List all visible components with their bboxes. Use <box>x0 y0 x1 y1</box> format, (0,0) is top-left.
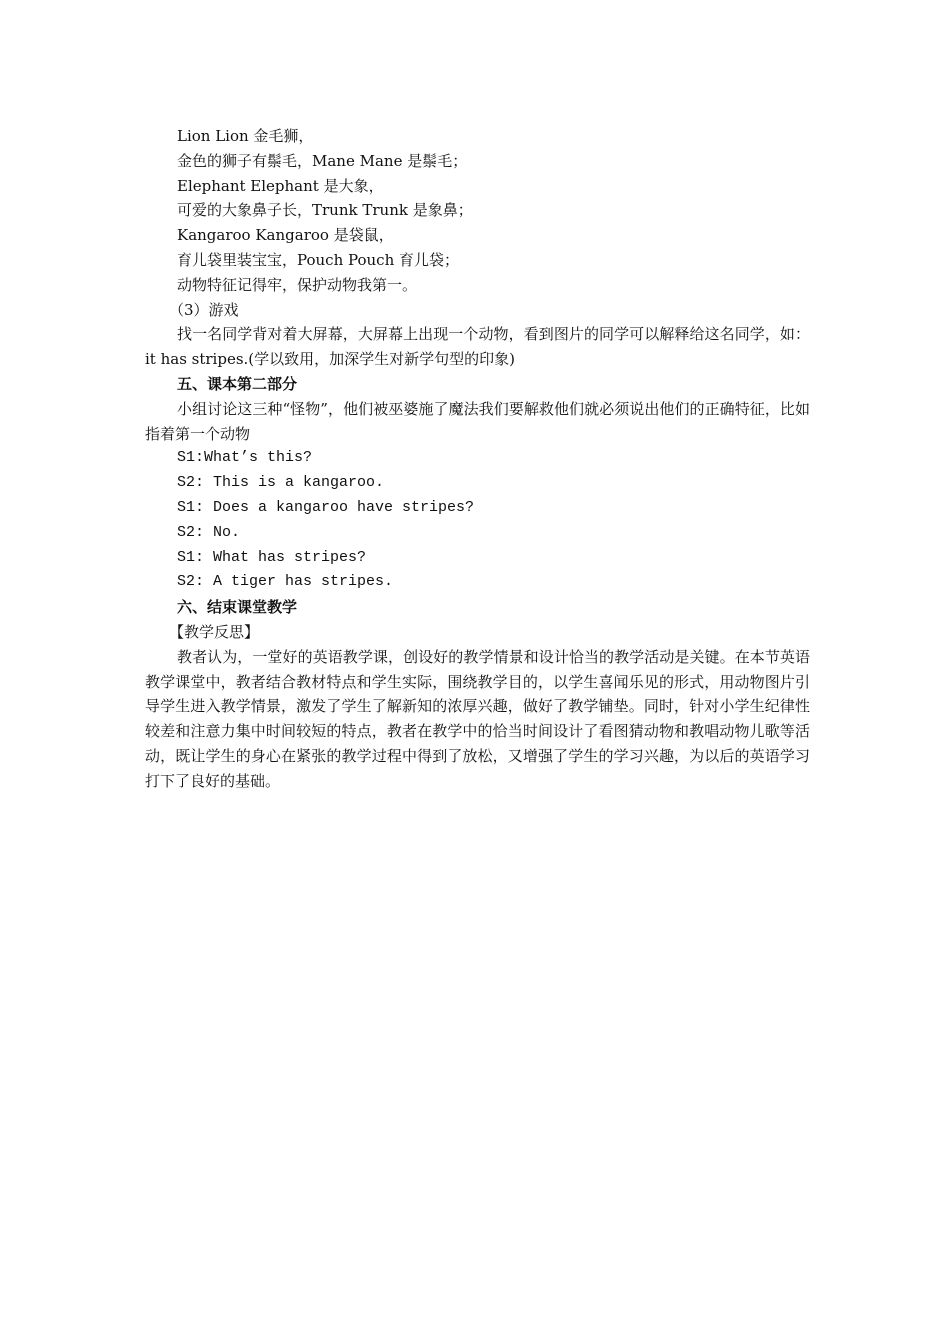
rhyme-line: 动物特征记得牢，保护动物我第一。 <box>177 275 418 294</box>
dialogue-line: S2: No. <box>177 523 241 541</box>
section-heading: 五、课本第二部分 <box>177 374 298 393</box>
rhyme-line: 育儿袋里装宝宝，Pouch Pouch 育儿袋； <box>177 250 460 269</box>
dialogue-line: S1: What has stripes? <box>177 548 367 566</box>
rhyme-line: Kangaroo Kangaroo 是袋鼠， <box>177 226 394 245</box>
rhyme-line: Elephant Elephant 是大象， <box>177 176 384 195</box>
rhyme-line: 可爱的大象鼻子长，Trunk Trunk 是象鼻； <box>177 201 473 220</box>
document-page <box>145 124 810 794</box>
reflection-heading: 【教学反思】 <box>169 622 260 641</box>
dialogue-line: S1:What’s this? <box>177 449 313 467</box>
dialogue-line: S2: This is a kangaroo. <box>177 474 385 492</box>
game-title: （3）游戏 <box>169 300 239 319</box>
reflection-paragraph: 教者认为，一堂好的英语教学课，创设好的教学情景和设计恰当的教学活动是关键。在本节英语教学课堂中，教者结合教材特点和学生实际，围绕教学目的，以学生喜闻乐见的形式，用动物图片引导学生进入教学情景，激发了学生了解新知的浓厚兴趣，做好了教学铺垫。同时，针对小学生纪律性较差和注意力集中时间较短的特点，教者在教学中的恰当时间设计了看图猜动物和教唱动物儿歌等活动，既让学生的身心在紧张的教学过程中得到了放松，又增强了学生的学习兴趣，为以后的英语学习打下了良好的基础。 <box>145 647 810 790</box>
section5-paragraph: 小组讨论这三种“怪物”，他们被巫婆施了魔法我们要解救他们就必须说出他们的正确特征，比如指着第一个动物 <box>145 399 810 443</box>
rhyme-line: Lion Lion 金毛狮， <box>177 127 314 145</box>
game-paragraph: 找一名同学背对着大屏幕，大屏幕上出现一个动物，看到图片的同学可以解释给这名同学，如：it has stripes.(学以致用，加深学生对新学句型的印象) <box>145 325 810 369</box>
section-heading: 六、结束课堂教学 <box>177 598 298 617</box>
rhyme-line: 金色的狮子有鬃毛，Mane Mane 是鬃毛； <box>177 151 468 170</box>
dialogue-line: S1: Does a kangaroo have stripes? <box>177 498 475 516</box>
dialogue-line: S2: A tiger has stripes. <box>177 573 394 591</box>
